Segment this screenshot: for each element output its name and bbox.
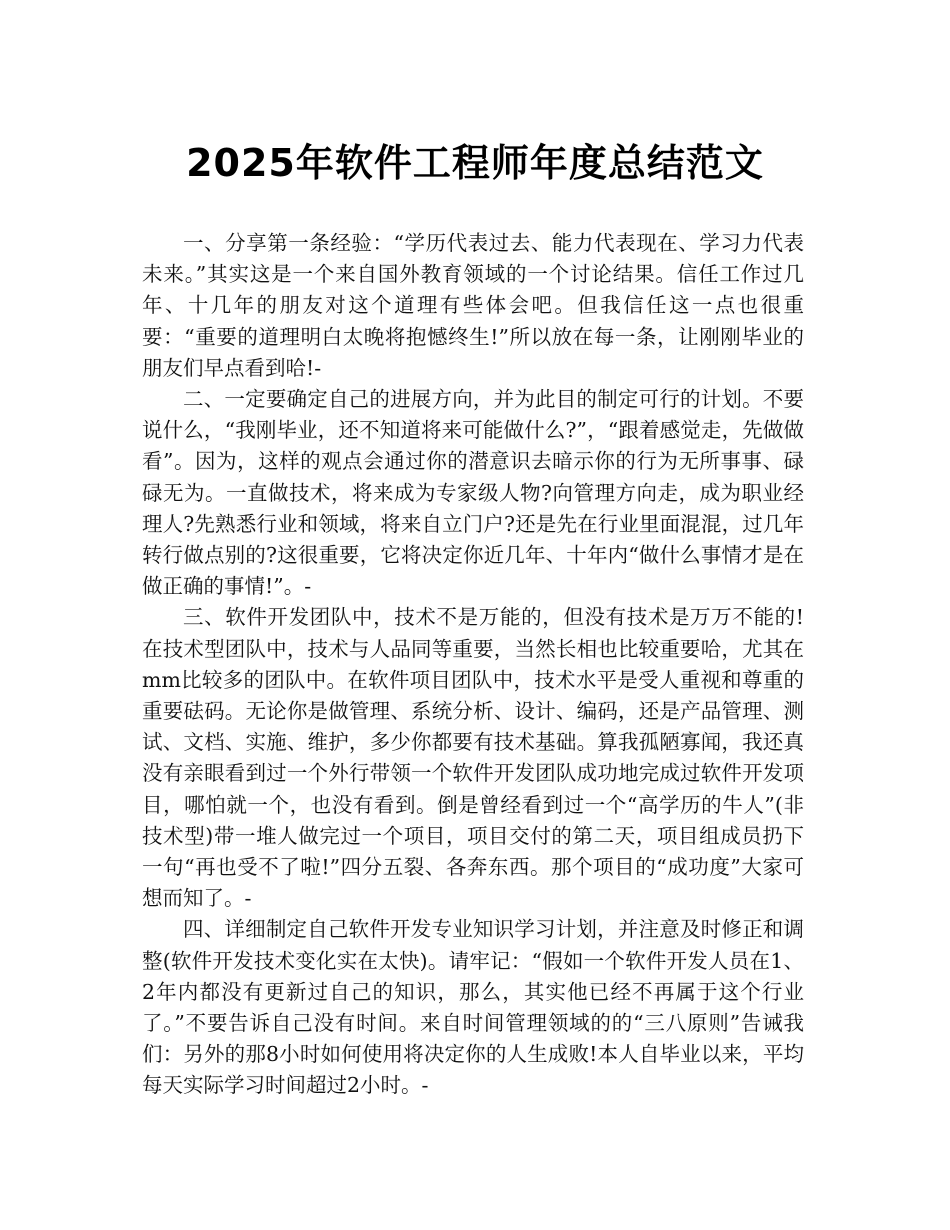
document-body bbox=[142, 228, 804, 1102]
paragraph-2: 二、一定要确定自己的进展方向，并为此目的制定可行的计划。不要说什么，“我刚毕业，还不知道将来可能做什么?”，“跟着感觉走，先做做看”。因为，这样的观点会通过你的潜意识去暗示你的行为无所事事、碌碌无为。一直做技术，将来成为专家级人物?向管理方向走，成为职业经理人?先熟悉行业和领域，将来自立门户?还是先在行业里面混混，过几年转行做点别的?这很重要，它将决定你近几年、十年内“做什么事情才是在做正确的事情!”。- bbox=[142, 387, 804, 599]
document-title: 2025年软件工程师年度总结范文 bbox=[186, 141, 764, 186]
paragraph-4: 四、详细制定自己软件开发专业知识学习计划，并注意及时修正和调整(软件开发技术变化实在太快)。请牢记：“假如一个软件开发人员在1、2年内都没有更新过自己的知识，那么，其实他已经不再属于这个行业了。”不要告诉自己没有时间。来自时间管理领域的的“三八原则”告诫我们：另外的那8小时如何使用将决定你的人生成败!本人自毕业以来，平均每天实际学习时间超过2小时。- bbox=[142, 917, 804, 1098]
paragraph-3: 三、软件开发团队中，技术不是万能的，但没有技术是万万不能的!在技术型团队中，技术与人品同等重要，当然长相也比较重要哈，尤其在mm比较多的团队中。在软件项目团队中，技术水平是受人重视和尊重的重要砝码。无论你是做管理、系统分析、设计、编码，还是产品管理、测试、文档、实施、维护，多少你都要有技术基础。算我孤陋寡闻，我还真没有亲眼看到过一个外行带领一个软件开发团队成功地完成过软件开发项目，哪怕就一个，也没有看到。倒是曾经看到过一个“高学历的牛人”(非技术型)带一堆人做完过一个项目，项目交付的第二天，项目组成员扔下一句“再也受不了啦!”四分五裂、各奔东西。那个项目的“成功度”大家可想而知了。- bbox=[142, 605, 804, 911]
paragraph-1: 一、分享第一条经验：“学历代表过去、能力代表现在、学习力代表未来。”其实这是一个来自国外教育领域的一个讨论结果。信任工作过几年、十几年的朋友对这个道理有些体会吧。但我信任这一点也很重要：“重要的道理明白太晚将抱憾终生!”所以放在每一条，让刚刚毕业的朋友们早点看到哈!- bbox=[142, 231, 804, 380]
